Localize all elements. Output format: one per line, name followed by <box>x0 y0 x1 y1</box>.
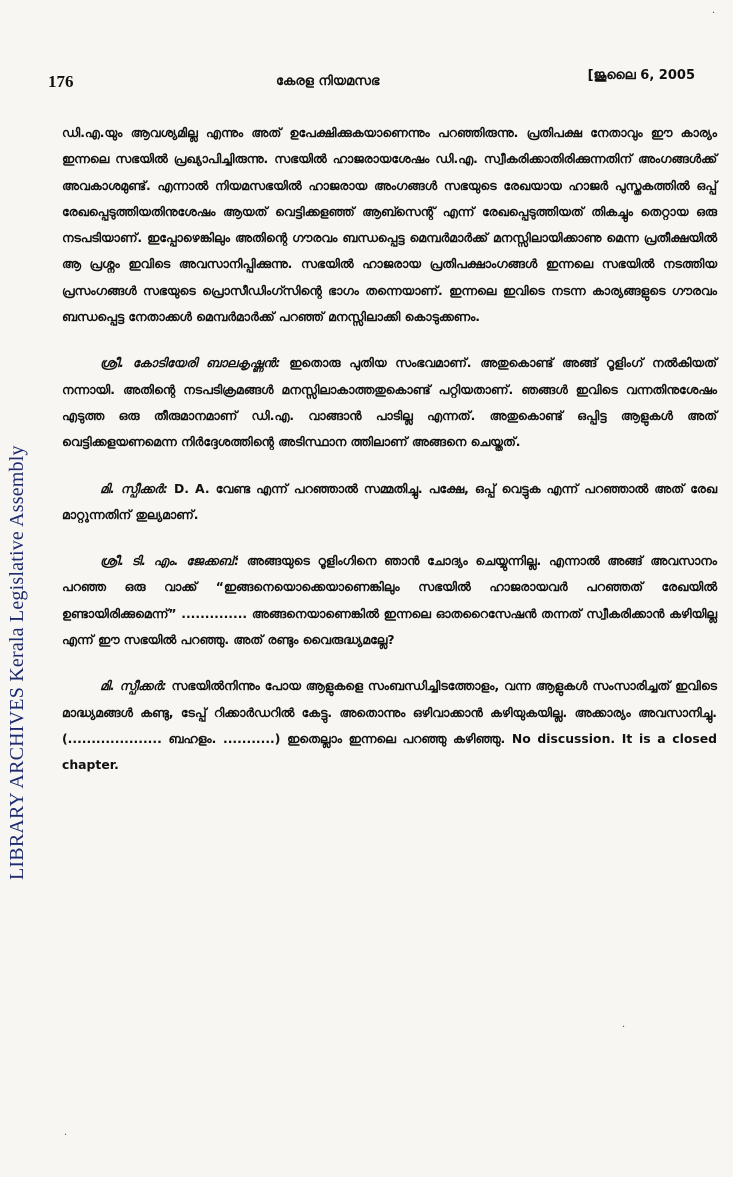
paragraph-text: ഇതൊരു പുതിയ സംഭവമാണ്. അതുകൊണ്ട് അങ്ങ് റൂളിംഗ് നൽകിയത് നന്നായി. അതിന്റെ നടപടിക്രമങ്ങൾ മനസ്സിലാകാത്തതുകൊണ്ട് പറ്റിയതാണ്. ഞങ്ങൾ ഇവിടെ വന്നതിനുശേഷം എടുത്ത ഒരു തീരുമാനമാണ് ഡി.എ. വാങ്ങാൻ പാടില്ല എന്നത്. അതുകൊണ്ട് ഒപ്പിട്ട ആളുകൾ അത് വെട്ടിക്കളയണമെന്ന നിർദ്ദേശത്തിന്റെ അടിസ്ഥാന ത്തിലാണ് അങ്ങനെ ചെയ്തത്. <box>62 355 717 450</box>
page-number: 176 <box>48 72 74 91</box>
paragraph-text: സഭയിൽനിന്നും പോയ ആളുകളെ സംബന്ധിച്ചിടത്തോളം, വന്ന ആളുകൾ സംസാരിച്ചത് ഇവിടെ മാദ്ധ്യമങ്ങൾ കണ്ടു, ടേപ്പ് റിക്കാർഡറിൽ കേട്ടു. അതൊന്നും ഒഴിവാക്കാൻ കഴിയുകയില്ല. അക്കാര്യം അവസാനിച്ചു. (.................... ബഹളം. ...........) ഇതെല്ലാം ഇന്നലെ പറഞ്ഞു കഴിഞ്ഞു. No discussion. It is a closed chapter. <box>62 678 717 773</box>
speaker-name: മി. സ്പീക്കർ: <box>100 480 168 496</box>
paragraph-2 <box>62 350 717 455</box>
archive-watermark: LIBRARY ARCHIVES Kerala Legislative Assembly <box>6 445 28 880</box>
scan-speck: · <box>64 1130 68 1141</box>
paragraph-text: D. A. വേണ്ട എന്ന് പറഞ്ഞാൽ സമ്മതിച്ചു. പക്ഷേ, ഒപ്പ് വെട്ടുക എന്ന് പറഞ്ഞാൽ അത് രേഖ മാറ്റുന്നതിന് തുല്യമാണ്. <box>62 480 717 522</box>
header-date: [ജൂലൈ 6, 2005 <box>587 68 695 83</box>
scan-speck: · <box>712 8 716 19</box>
speaker-name: മി. സ്പീക്കർ: <box>100 678 167 694</box>
body-text <box>62 120 717 779</box>
speaker-name: ശ്രീ. കോടിയേരി ബാലകൃഷ്ണൻ: <box>100 355 281 371</box>
running-title: കേരള നിയമസഭ <box>276 74 380 89</box>
speaker-name: ശ്രീ. ടി. എം. ജേക്കബ്: <box>100 553 240 569</box>
paragraph-3 <box>62 476 717 529</box>
scan-speck: · <box>622 1022 626 1033</box>
paragraph-text: അങ്ങയുടെ റൂളിംഗിനെ ഞാൻ ചോദ്യം ചെയ്യുന്നില്ല. എന്നാൽ അങ്ങ് അവസാനം പറഞ്ഞ ഒരു വാക്ക് “ഇങ്ങനെയൊക്കെയാണെങ്കിലും സഭയിൽ ഹാജരായവർ പറഞ്ഞത് രേഖയിൽ ഉണ്ടായിരിക്കുമെന്ന്” .............. അങ്ങനെയാണെങ്കിൽ ഇന്നലെ ഓതറൈസേഷൻ തന്നത് സ്വീകരിക്കാൻ കഴിയില്ല എന്ന് ഈ സഭയിൽ പറഞ്ഞു. അത് രണ്ടും വൈരുദ്ധ്യമല്ലേ? <box>62 553 717 648</box>
paragraph-5 <box>62 673 717 778</box>
page-header <box>48 62 713 92</box>
paragraph-4 <box>62 548 717 653</box>
paragraph-1 <box>62 120 717 330</box>
paragraph-text: ഡി.എ.യും ആവശ്യമില്ല എന്നും അത് ഉപേക്ഷിക്കുകയാണെന്നും പറഞ്ഞിരുന്നു. പ്രതിപക്ഷ നേതാവും ഈ കാര്യം ഇന്നലെ സഭയിൽ പ്രഖ്യാപിച്ചിരുന്നു. സഭയിൽ ഹാജരായശേഷം ഡി.എ. സ്വീകരിക്കാതിരിക്കുന്നതിന് അംഗങ്ങൾക്ക് അവകാശമുണ്ട്. എന്നാൽ നിയമസഭയിൽ ഹാജരായ അംഗങ്ങൾ സഭയുടെ രേഖയായ ഹാജർ പുസ്തകത്തിൽ ഒപ്പ് രേഖപ്പെടുത്തിയതിനുശേഷം ആയത് വെട്ടിക്കളഞ്ഞ് ആബ്സെന്റ് എന്ന് രേഖപ്പെടുത്തിയത് തികച്ചും തെറ്റായ ഒരു നടപടിയാണ്. ഇപ്പോഴെങ്കിലും അതിന്റെ ഗൗരവം ബന്ധപ്പെട്ട മെമ്പർമാർക്ക് മനസ്സിലായിക്കാണു മെന്ന പ്രതീക്ഷയിൽ ആ പ്രശ്നം ഇവിടെ അവസാനിപ്പിക്കുന്നു. സഭയിൽ ഹാജരായ പ്രതിപക്ഷാംഗങ്ങൾ ഇന്നലെ സഭയിൽ നടത്തിയ പ്രസംഗങ്ങൾ സഭയുടെ പ്രൊസീഡിംഗ്സിന്റെ ഭാഗം തന്നെയാണ്. ഇന്നലെ ഇവിടെ നടന്ന കാര്യങ്ങളുടെ ഗൗരവം ബന്ധപ്പെട്ട നേതാക്കൾ മെമ്പർമാർക്ക് പറഞ്ഞ് മനസ്സിലാക്കി കൊടുക്കണം. <box>62 125 717 325</box>
